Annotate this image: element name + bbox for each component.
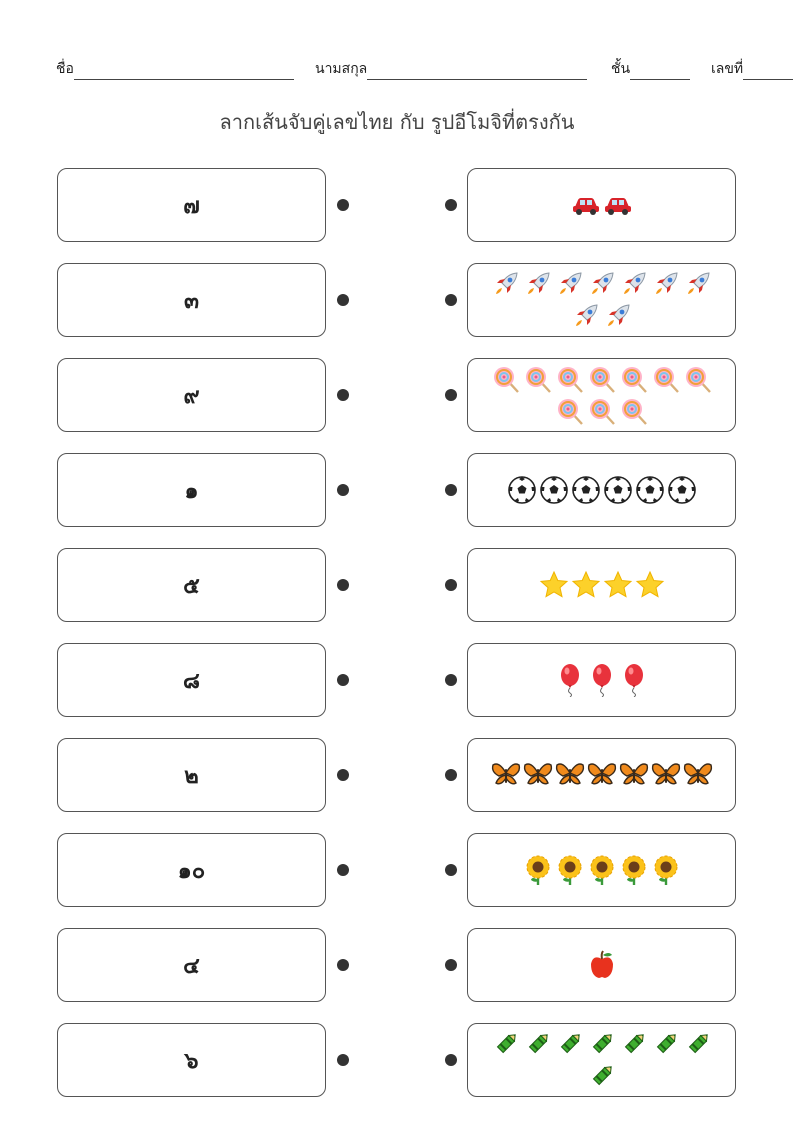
instruction-text: ลากเส้นจับคู่เลขไทย กับ รูปอีโมจิที่ตรงกัน — [219, 110, 575, 134]
number-field[interactable] — [711, 58, 793, 80]
rocket-icon — [570, 300, 602, 332]
butterfly-icon — [618, 759, 650, 791]
sunflower-icon — [554, 854, 586, 886]
left-connector-dot[interactable] — [337, 389, 349, 401]
thai-number: ๑ — [184, 478, 199, 504]
number-box — [57, 453, 326, 527]
thai-number: ๕ — [183, 573, 200, 599]
number-box — [57, 168, 326, 242]
emoji-box — [467, 453, 736, 527]
left-connector-dot[interactable] — [337, 769, 349, 781]
right-connector-dot[interactable] — [445, 389, 457, 401]
lollipop-icon — [490, 363, 522, 395]
lollipop-icon — [554, 363, 586, 395]
thai-number: ๘ — [183, 668, 200, 694]
balloon-icon — [554, 664, 586, 696]
star-icon — [602, 569, 634, 601]
name-label: ชื่อ — [56, 61, 74, 77]
rocket-icon — [650, 268, 682, 300]
soccer-ball-icon — [634, 474, 666, 506]
left-connector-dot[interactable] — [337, 864, 349, 876]
emoji-box — [467, 358, 736, 432]
rocket-icon — [522, 268, 554, 300]
emoji-box — [467, 263, 736, 337]
left-connector-dot[interactable] — [337, 294, 349, 306]
number-box — [57, 738, 326, 812]
rocket-icon — [618, 268, 650, 300]
thai-number: ๗ — [183, 193, 200, 219]
crayon-icon — [618, 1028, 650, 1060]
rocket-icon — [554, 268, 586, 300]
thai-number: ๔ — [183, 953, 200, 979]
car-icon — [602, 189, 634, 221]
sunflower-icon — [618, 854, 650, 886]
sunflower-icon — [522, 854, 554, 886]
sunflower-icon — [586, 854, 618, 886]
crayon-icon — [650, 1028, 682, 1060]
number-box — [57, 643, 326, 717]
right-connector-dot[interactable] — [445, 959, 457, 971]
emoji-box — [467, 548, 736, 622]
lollipop-icon — [554, 395, 586, 427]
right-connector-dot[interactable] — [445, 484, 457, 496]
lollipop-icon — [650, 363, 682, 395]
emoji-box — [467, 643, 736, 717]
student-info-header — [56, 58, 794, 82]
right-connector-dot[interactable] — [445, 199, 457, 211]
left-connector-dot[interactable] — [337, 959, 349, 971]
soccer-ball-icon — [506, 474, 538, 506]
lollipop-icon — [682, 363, 714, 395]
surname-label: นามสกุล — [315, 61, 368, 77]
emoji-box — [467, 1023, 736, 1097]
crayon-icon — [554, 1028, 586, 1060]
crayon-icon — [586, 1060, 618, 1092]
number-box — [57, 833, 326, 907]
soccer-ball-icon — [538, 474, 570, 506]
left-connector-dot[interactable] — [337, 674, 349, 686]
balloon-icon — [586, 664, 618, 696]
left-connector-dot[interactable] — [337, 1054, 349, 1066]
right-connector-dot[interactable] — [445, 1054, 457, 1066]
number-box — [57, 358, 326, 432]
class-line[interactable] — [630, 65, 690, 80]
rocket-icon — [586, 268, 618, 300]
butterfly-icon — [522, 759, 554, 791]
crayon-icon — [490, 1028, 522, 1060]
right-connector-dot[interactable] — [445, 294, 457, 306]
surname-field[interactable] — [315, 58, 587, 80]
thai-number: ๓ — [183, 288, 200, 314]
emoji-box — [467, 928, 736, 1002]
soccer-ball-icon — [602, 474, 634, 506]
class-field[interactable] — [611, 58, 690, 80]
number-box — [57, 928, 326, 1002]
thai-number: ๒ — [184, 763, 199, 789]
butterfly-icon — [650, 759, 682, 791]
lollipop-icon — [586, 395, 618, 427]
thai-number: ๙ — [183, 383, 200, 409]
emoji-box — [467, 168, 736, 242]
name-line[interactable] — [74, 65, 294, 80]
crayon-icon — [522, 1028, 554, 1060]
rocket-icon — [602, 300, 634, 332]
crayon-icon — [682, 1028, 714, 1060]
thai-number: ๖ — [184, 1048, 199, 1074]
right-connector-dot[interactable] — [445, 674, 457, 686]
butterfly-icon — [586, 759, 618, 791]
emoji-box — [467, 833, 736, 907]
sunflower-icon — [650, 854, 682, 886]
soccer-ball-icon — [666, 474, 698, 506]
butterfly-icon — [554, 759, 586, 791]
right-connector-dot[interactable] — [445, 769, 457, 781]
lollipop-icon — [618, 395, 650, 427]
number-box — [57, 1023, 326, 1097]
car-icon — [570, 189, 602, 221]
number-box — [57, 263, 326, 337]
right-connector-dot[interactable] — [445, 864, 457, 876]
left-connector-dot[interactable] — [337, 199, 349, 211]
thai-number: ๑๐ — [177, 858, 206, 884]
right-connector-dot[interactable] — [445, 579, 457, 591]
butterfly-icon — [682, 759, 714, 791]
number-box — [57, 548, 326, 622]
star-icon — [538, 569, 570, 601]
star-icon — [634, 569, 666, 601]
surname-line[interactable] — [367, 65, 587, 80]
class-label: ชั้น — [611, 61, 631, 77]
left-connector-dot[interactable] — [337, 484, 349, 496]
left-connector-dot[interactable] — [337, 579, 349, 591]
name-field[interactable] — [56, 58, 294, 80]
number-line[interactable] — [743, 65, 793, 80]
crayon-icon — [586, 1028, 618, 1060]
rocket-icon — [490, 268, 522, 300]
butterfly-icon — [490, 759, 522, 791]
emoji-box — [467, 738, 736, 812]
apple-icon — [586, 949, 618, 981]
lollipop-icon — [586, 363, 618, 395]
lollipop-icon — [522, 363, 554, 395]
number-label: เลขที่ — [711, 61, 744, 77]
balloon-icon — [618, 664, 650, 696]
lollipop-icon — [618, 363, 650, 395]
star-icon — [570, 569, 602, 601]
soccer-ball-icon — [570, 474, 602, 506]
rocket-icon — [682, 268, 714, 300]
